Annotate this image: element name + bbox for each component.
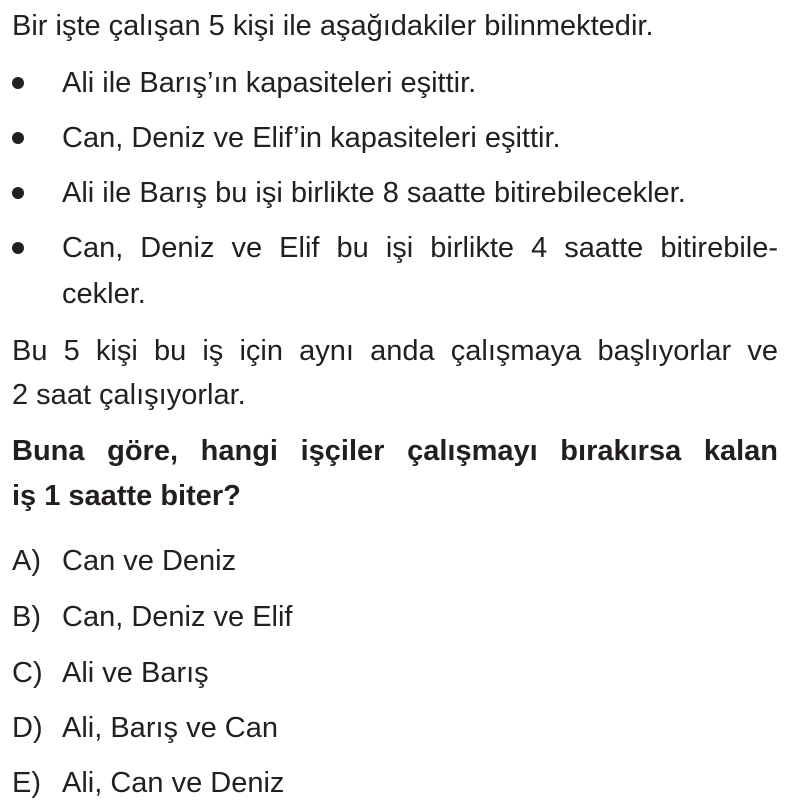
fact-item-continuation: cekler.: [62, 278, 146, 310]
fact-item: Ali ile Barış bu işi birlikte 8 saatte bitirebilecekler.: [62, 177, 686, 209]
condition-line: Bu 5 kişi bu iş için aynı anda çalışmaya başlıyorlar ve: [12, 335, 778, 367]
bullet-icon: [12, 77, 24, 89]
question-line: Buna göre, hangi işçiler çalışmayı bırakırsa kalan: [12, 435, 778, 467]
condition-line: 2 saat çalışıyorlar.: [12, 379, 246, 411]
option-letter: D): [12, 712, 43, 744]
option-letter: C): [12, 657, 43, 689]
option-letter: E): [12, 767, 41, 799]
bullet-icon: [12, 132, 24, 144]
fact-item: Can, Deniz ve Elif bu işi birlikte 4 saatte bitirebile-: [62, 232, 778, 264]
fact-item: Can, Deniz ve Elif’in kapasiteleri eşittir.: [62, 122, 561, 154]
option-text: Ali, Can ve Deniz: [62, 767, 285, 799]
question-line: iş 1 saatte biter?: [12, 480, 241, 512]
option-text: Can, Deniz ve Elif: [62, 601, 293, 633]
option-text: Can ve Deniz: [62, 545, 237, 577]
option-text: Ali ve Barış: [62, 657, 209, 689]
bullet-icon: [12, 242, 24, 254]
option-letter: B): [12, 601, 41, 633]
intro-text: Bir işte çalışan 5 kişi ile aşağıdakiler bilinmektedir.: [12, 10, 654, 42]
option-text: Ali, Barış ve Can: [62, 712, 278, 744]
option-letter: A): [12, 545, 41, 577]
fact-item: Ali ile Barış’ın kapasiteleri eşittir.: [62, 67, 477, 99]
bullet-icon: [12, 187, 24, 199]
